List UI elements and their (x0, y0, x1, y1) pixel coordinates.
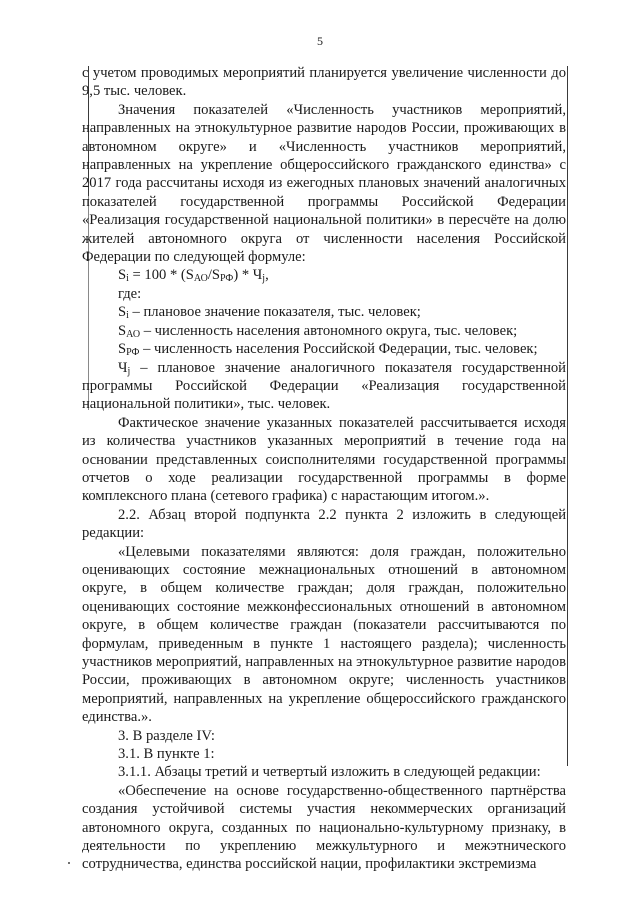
def-sub: АО (126, 328, 141, 340)
scan-margin-line-right (567, 66, 568, 766)
def-sub: j (127, 365, 131, 377)
def-symbol: S (118, 322, 127, 339)
paragraph: 2.2. Абзац второй подпункта 2.2 пункта 2 изложить в следующей редакции: (82, 506, 566, 542)
definition (82, 340, 566, 358)
def-text: – плановое значение показателя, тыс. человек; (128, 304, 421, 321)
page-number: 5 (317, 34, 323, 48)
formula-sub: АО (193, 273, 208, 285)
paragraph: «Обеспечение на основе государственно-общественного партнёрства создания устойчивой системы участия некоммерческих организаций автономного округа, созданных по национально-культурному признаку, в деятельности по укреплению межкультурного и межэтнического сотрудничества, единства российской нации, профилактики экстремизма (82, 782, 566, 873)
paragraph: «Целевыми показателями являются: доля граждан, положительно оценивающих состояние межнациональных отношений в автономном округе, в общем количестве граждан; доля граждан, положительно оценивающих состояние межконфессиональных отношений в автономном округе, в общем количестве граждан (показатели рассчитываются по формулам, приведенным в пункте 1 настоящего раздела); численность участников мероприятий, направленных на этнокультурное развитие народов России, проживающих в автономном округе; численность участников мероприятий, направленных на укрепление общероссийского гражданского единства.». (82, 543, 566, 726)
document-body (82, 64, 566, 874)
where-label: где: (118, 285, 142, 302)
def-sub: РФ (126, 347, 140, 359)
paragraph: 3.1. В пункте 1: (118, 746, 215, 763)
formula-sub: РФ (220, 273, 234, 285)
def-text: – численность населения Российской Федерации, тыс. человек; (139, 341, 538, 358)
def-text: – численность населения автономного округа, тыс. человек; (140, 322, 518, 339)
definition (82, 303, 566, 321)
paragraph: 3. В разделе IV: (118, 727, 215, 744)
paragraph: Значения показателей «Численность участников мероприятий, направленных на этнокультурное развитие народов России, проживающих в автономном округе» и «Численность участников мероприятий, направленных на укрепление общероссийского гражданского единства» с 2017 года рассчитаны исходя из ежегодных плановых значений аналогичных показателей государственной программы Российской Федерации «Реализация государственной национальной политики» в пересчёте на долю жителей автономного округа от численности населения Российской Федерации по следующей формуле: (82, 101, 566, 266)
definition (82, 359, 566, 414)
paragraph: 3.1.1. Абзацы третий и четвертый изложить в следующей редакции: (118, 764, 541, 781)
def-sub: i (126, 310, 129, 322)
def-symbol: S (118, 304, 127, 321)
paragraph: с учетом проводимых мероприятий планируется увеличение численности до 9,5 тыс. человек. (82, 65, 566, 100)
formula-part: S (118, 267, 127, 284)
paragraph: Фактическое значение указанных показателей рассчитывается исходя из количества участников указанных мероприятий в течение года на основании представленных соисполнителями государственной программы отчетов о ходе реализации государственной программы в форме комплексного плана (сетевого графика) с нарастающим итогом.». (82, 414, 566, 505)
def-text: – плановое значение аналогичного показателя государственной программы Российской Федерации «Реализация государственной национальной политики», тыс. человек. (82, 359, 566, 413)
formula-part: = 100 * (S (128, 267, 194, 284)
formula-sub: j (262, 273, 266, 285)
formula (82, 266, 566, 284)
def-symbol: S (118, 341, 127, 358)
formula-part: /S (207, 267, 221, 284)
formula-part: , (265, 267, 269, 284)
formula-part: ) * Ч (233, 267, 263, 284)
formula-sub: i (126, 273, 129, 285)
scan-dot (68, 862, 70, 864)
def-symbol: Ч (118, 359, 128, 376)
definition (82, 322, 566, 340)
